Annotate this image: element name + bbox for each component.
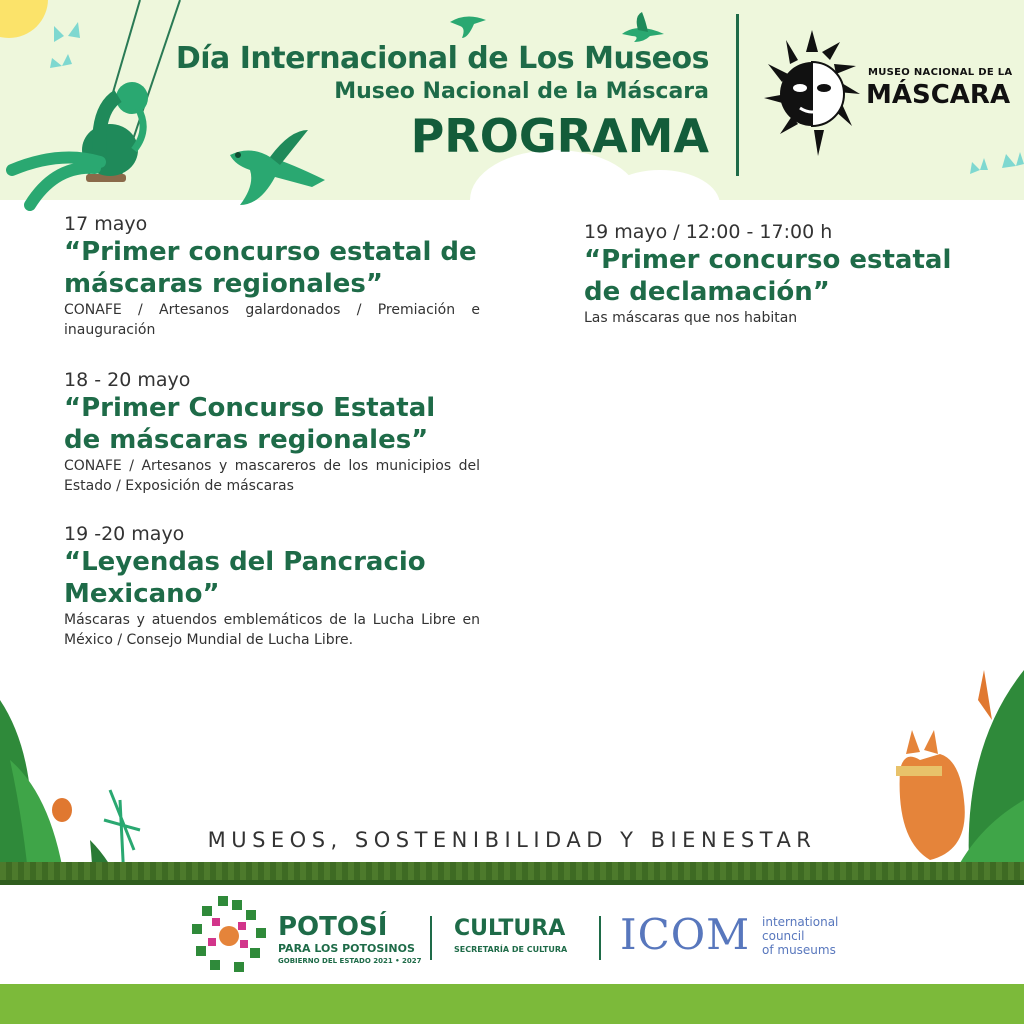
event-description: Las máscaras que nos habitan — [584, 310, 798, 326]
slogan: MUSEOS, SOSTENIBILIDAD Y BIENESTAR — [207, 828, 817, 852]
butterfly-icon — [48, 20, 88, 70]
icom-logo-text — [762, 915, 838, 957]
event-title: “Primer concurso estatal de máscaras regionales” — [64, 237, 477, 299]
museum-logo-title: MÁSCARA — [866, 80, 1011, 110]
icom-logo: ICOM — [620, 910, 751, 959]
swing-girl-illustration — [0, 0, 200, 215]
icom-text-line: council — [762, 929, 805, 943]
potosi-logo-government: GOBIERNO DEL ESTADO 2021 • 2027 — [278, 957, 422, 965]
bird-icon — [448, 12, 488, 40]
event-name-heading: Día Internacional de Los Museos — [175, 41, 709, 76]
butterfly-icon — [968, 140, 1024, 180]
event-item — [584, 220, 984, 328]
event-description: CONAFE / Artesanos y mascareros de los municipios del Estado / Exposición de máscaras — [64, 458, 480, 494]
event-description: CONAFE / Artesanos galardonados / Premiación e inauguración — [64, 302, 480, 338]
event-date: 19 -20 mayo — [64, 523, 185, 545]
sponsor-divider — [599, 916, 601, 960]
museum-logo-subtitle: MUSEO NACIONAL DE LA — [868, 67, 1013, 78]
icom-text-line: international — [762, 915, 839, 929]
event-title: “Primer Concurso Estatal de máscaras regionales” — [64, 393, 436, 455]
cultura-logo-title: CULTURA — [454, 916, 566, 941]
event-date: 19 mayo / 12:00 - 17:00 h — [584, 221, 833, 243]
potosi-emblem-icon — [188, 896, 270, 976]
page-title: PROGRAMA — [410, 109, 709, 163]
event-title: “Primer concurso estatal de declamación” — [584, 245, 952, 307]
event-date: 17 mayo — [64, 213, 148, 235]
grass-band — [0, 984, 1024, 1024]
header-divider — [736, 14, 739, 176]
cultura-logo-subtitle: SECRETARÍA DE CULTURA — [454, 945, 568, 954]
event-item — [64, 212, 480, 340]
event-item — [64, 522, 480, 650]
icom-text-line: of museums — [762, 943, 836, 957]
event-item — [64, 368, 480, 496]
mask-logo-icon — [760, 30, 864, 160]
header-title-block — [176, 40, 709, 166]
event-date: 18 - 20 mayo — [64, 369, 191, 391]
museum-name-heading: Museo Nacional de la Máscara — [334, 79, 709, 104]
pattern-strip — [0, 862, 1024, 880]
event-title: “Leyendas del Pancracio Mexicano” — [64, 547, 426, 609]
sponsor-divider — [430, 916, 432, 960]
potosi-logo-subtitle: PARA LOS POTOSINOS — [278, 942, 415, 955]
potosi-logo-title: POTOSÍ — [278, 912, 388, 942]
event-description: Máscaras y atuendos emblemáticos de la Lucha Libre en México / Consejo Mundial de Lucha Libre. — [64, 612, 480, 648]
